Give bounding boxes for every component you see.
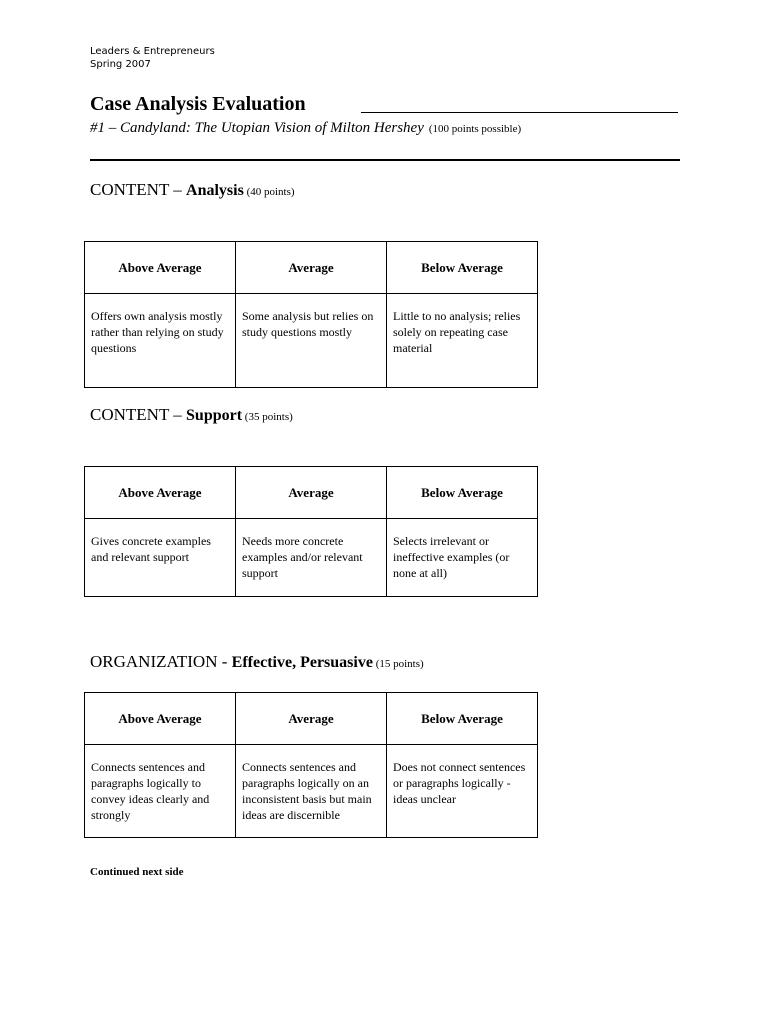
total-points: (100 points possible) — [428, 123, 522, 135]
document-header — [90, 45, 215, 71]
section-sublabel: Analysis — [186, 182, 244, 199]
criteria-cell: Offers own analysis mostly rather than relying on study questions — [85, 294, 236, 388]
column-header: Below Average — [387, 467, 538, 519]
case-number: #1 – — [90, 120, 120, 136]
course-name: Leaders & Entrepreneurs — [90, 46, 215, 57]
section-points: (40 points) — [243, 186, 295, 198]
rubric-table-support — [84, 466, 538, 597]
header-divider — [90, 159, 680, 161]
column-header: Below Average — [387, 242, 538, 294]
continued-note: Continued next side — [90, 866, 184, 878]
rubric-table-organization — [84, 692, 538, 838]
section-label: CONTENT – — [90, 405, 187, 424]
criteria-cell: Little to no analysis; relies solely on repeating case material — [387, 294, 538, 388]
name-blank-line — [361, 112, 678, 113]
column-header: Above Average — [85, 242, 236, 294]
case-subtitle — [90, 120, 521, 137]
section-label: CONTENT – — [90, 180, 187, 199]
criteria-cell: Gives concrete examples and relevant support — [85, 519, 236, 597]
page-title: Case Analysis Evaluation — [90, 93, 306, 115]
section-heading-analysis — [90, 180, 295, 200]
criteria-cell: Some analysis but relies on study questions mostly — [236, 294, 387, 388]
section-label: ORGANIZATION - — [90, 652, 232, 671]
section-sublabel: Effective, Persuasive — [231, 654, 373, 671]
column-header: Average — [236, 693, 387, 745]
criteria-cell: Connects sentences and paragraphs logically on an inconsistent basis but main ideas are discernible — [236, 745, 387, 838]
section-sublabel: Support — [186, 407, 243, 424]
column-header: Above Average — [85, 693, 236, 745]
section-points: (15 points) — [372, 658, 424, 670]
column-header: Below Average — [387, 693, 538, 745]
rubric-table-analysis — [84, 241, 538, 388]
criteria-cell: Needs more concrete examples and/or relevant support — [236, 519, 387, 597]
column-header: Average — [236, 242, 387, 294]
column-header: Average — [236, 467, 387, 519]
criteria-cell: Does not connect sentences or paragraphs logically -ideas unclear — [387, 745, 538, 838]
section-heading-organization — [90, 652, 424, 672]
column-header: Above Average — [85, 467, 236, 519]
section-points: (35 points) — [242, 411, 293, 423]
term: Spring 2007 — [90, 59, 151, 70]
section-heading-support — [90, 405, 293, 425]
case-name: Candyland: The Utopian Vision of Milton Hershey — [120, 120, 424, 136]
criteria-cell: Selects irrelevant or ineffective examples (or none at all) — [387, 519, 538, 597]
criteria-cell: Connects sentences and paragraphs logically to convey ideas clearly and strongly — [85, 745, 236, 838]
